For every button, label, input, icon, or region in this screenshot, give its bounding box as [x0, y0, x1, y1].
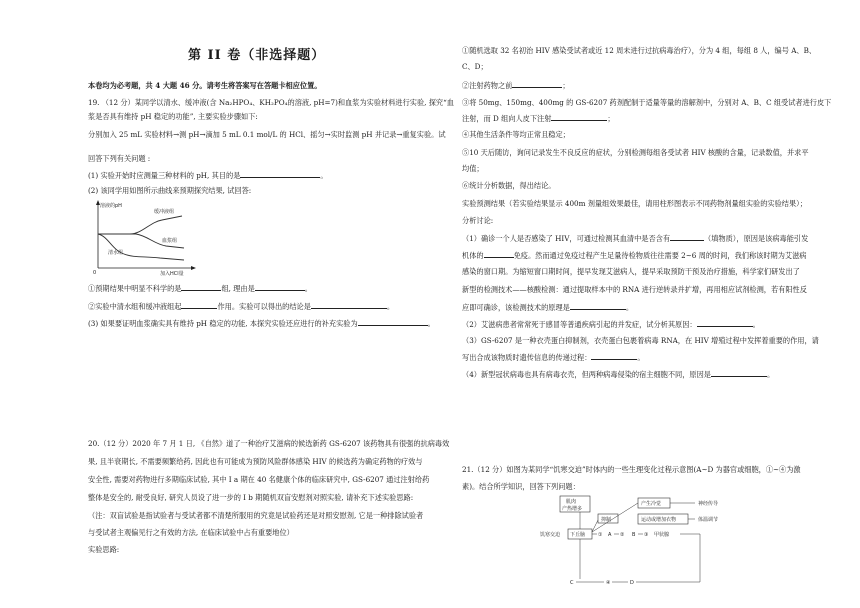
diagram-text-heat: 产热增多: [562, 506, 583, 512]
series-line-buffer: [98, 216, 182, 234]
q19-stem-2: 浆是否具有维持 pH 稳定的功能”, 主要实验步骤如下:: [88, 112, 258, 121]
diagram-node-1: ①: [598, 532, 603, 538]
q20-line-1: 20.（12 分）2020 年 7 月 1 日, 《自然》道了一种治疗艾滋病的候选新药 GS-6207 该药物具有很强的抗病毒效: [88, 439, 450, 448]
right-line-17: （2）艾滋病患者常常死于感冒等普通疾病引起的并发症，试分析其原因： 。: [462, 320, 760, 329]
right-line-2: C、D；: [462, 62, 488, 71]
diagram-text-nerve: 神经传导: [698, 501, 719, 507]
legend-buffer: 缓冲液组: [154, 209, 175, 215]
q19-sub3: (3) 如果要证明血浆确实具有维持 pH 稳定的功能, 本探究实验还应进行的补充实验为 。: [88, 319, 435, 328]
right-line-3-text: ②注射药物之前: [462, 81, 513, 90]
right-line-13-tail: 免疫。然而通过免疫过程产生足量待检物质往往需要 2~6 周的时间，我们称该时期为艾滋病: [513, 251, 807, 260]
diagram-text-hypothalamus: 下丘脑: [570, 532, 586, 538]
q19-stem-1: 19. （12 分）某同学以清水、缓冲液(含 Na₂HPO₄、KH₂PO₄的溶液, pH=7)和血浆为实验材料进行实验, 探究“血: [88, 98, 454, 107]
diagram-node-a: A: [608, 532, 612, 538]
answer-blank[interactable]: [551, 113, 607, 121]
right-line-18: （3）GS-6207 是一种衣壳蛋白抑制剂，衣壳蛋白包裹着病毒 RNA，在 HIV 增殖过程中发挥着重要的作用，请: [462, 336, 819, 345]
q19-sub2a: ①预期结果中明显不科学的是 组, 理由是 。: [88, 284, 312, 293]
q19-sub3-text: (3) 如果要证明血浆确实具有维持 pH 稳定的功能, 本探究实验还应进行的补充实验为: [88, 319, 358, 328]
y-axis-label: 溶液的pH: [100, 203, 122, 209]
q19-sub2: (2) 该同学用如图所示曲线来预期探究结果, 试回答:: [88, 186, 252, 195]
thermoregulation-diagram: [540, 494, 736, 592]
answer-blank[interactable]: [181, 283, 221, 291]
right-line-19: 写出合成该物质时遗传信息的传递过程： 。: [462, 353, 645, 362]
right-line-19-text: 写出合成该物质时遗传信息的传递过程：: [462, 353, 592, 362]
diagram-node-d: D: [630, 580, 634, 586]
diagram-text-thermo: 体温调节: [698, 517, 719, 523]
diagram-text-cold-sense: 产生冷觉: [641, 501, 662, 507]
q21-line-1: 21.（12 分）如图为某同学“饥寒交迫”时体内的一些生理变化过程示意图(A~D 为器官或细胞，①~④为激: [462, 465, 801, 474]
diagram-text-inhibit: 抑制: [601, 517, 612, 523]
right-line-8: 均值；: [462, 164, 484, 173]
q19-sub2b-mid: 作用。实验可以得出的结论是: [217, 302, 311, 311]
right-line-9: ⑥统计分析数据，得出结论。: [462, 181, 556, 190]
right-line-17-text: （2）艾滋病患者常常死于感冒等普通疾病引起的并发症，试分析其原因：: [462, 320, 697, 329]
right-line-11: 分析讨论:: [462, 216, 494, 225]
right-line-14: 感染的窗口期。为缩短窗口期时间，提早发现艾滋病人，提早采取预防干预及治疗措施，科学家们研发出了: [462, 267, 800, 276]
right-line-1: ①随机选取 32 名初治 HIV 感染受试者或近 12 周未进行过抗病毒治疗），分为 4 组，每组 8 人，编号 A、B、: [462, 46, 817, 55]
answer-blank[interactable]: [697, 319, 753, 327]
answer-blank[interactable]: [570, 302, 626, 310]
q20-line-5: （注：双盲试验是指试验者与受试者都不清楚所服用的究竟是试验药还是对照安慰剂, 它是一种排除试验者: [88, 511, 424, 520]
right-column: [462, 0, 837, 608]
right-line-16-text: 应即可确诊，该检测技术的原理是: [462, 303, 570, 312]
ph-curve-chart: [90, 198, 200, 276]
answer-blank[interactable]: [255, 283, 305, 291]
q20-line-3: 安全性, 需要对药物进行多期临床试验, 其中 Ⅰ a 期在 40 名健康个体的临床研究中, GS-6207 通过注射给药: [88, 475, 430, 484]
q19-sub2a-text: ①预期结果中明显不科学的是: [88, 284, 182, 293]
right-line-16: 应即可确诊，该检测技术的原理是 。: [462, 303, 634, 312]
right-line-3: ②注射药物之前 ；: [462, 81, 570, 90]
right-line-15: 新型的检测技术——核酸检测：通过提取样本中的 RNA 进行逆转录并扩增，再用相应试剂检测，若有阳性反: [462, 285, 807, 294]
q21-line-2: 素)。结合所学知识，回答下列问题：: [462, 482, 580, 491]
q19-sub2a-mid: 组, 理由是: [221, 284, 255, 293]
answer-blank[interactable]: [711, 369, 767, 377]
q20-line-6: 与受试者主观偏见行之有效的方法, 在临床试验中占有重要地位）: [88, 528, 294, 537]
diagram-node-b: B: [632, 532, 636, 538]
right-line-5-text: 注射，而 D 组向人皮下注射: [462, 114, 552, 123]
right-line-12: [462, 233, 808, 243]
q19-sub1: (1) 实验开始时应测量三种材料的 pH, 其目的是 。: [88, 171, 328, 180]
right-line-4: ③将 50mg、150mg、400mg 的 GS-6207 药剂配制于适量等量的溶解剂中，分别对 A、B、C 组受试者进行皮下: [462, 98, 832, 107]
x-axis-label: 加入HCl量: [160, 271, 184, 276]
right-line-20: （4）新型冠状病毒也具有病毒衣壳，但两种病毒侵染的宿主细胞不同，原因是 。: [462, 370, 775, 379]
legend-water: 清水组: [108, 250, 124, 256]
answer-blank[interactable]: [670, 233, 704, 241]
right-line-12-text: （1）确诊一个人是否感染了 HIV，可通过检测其血清中是否含有: [462, 234, 671, 243]
right-line-7: ⑤10 天后随访，询问记录发生不良反应的症状，分别检测每组各受试者 HIV 核酸的含量，记录数值，并求平: [462, 148, 809, 157]
q19-steps: 分别加入 25 mL 实验材料→测 pH→滴加 5 mL 0.1 mol/L 的 HCl、摇匀→实时监测 pH 并记录→重复实验。试: [88, 130, 446, 139]
answer-blank[interactable]: [358, 318, 428, 326]
right-line-20-text: （4）新型冠状病毒也具有病毒衣壳，但两种病毒侵染的宿主细胞不同，原因是: [462, 370, 711, 379]
right-line-12-tail: （填物质），原因是该病毒能引发: [704, 234, 809, 243]
q20-line-2: 果, 且半衰期长, 不需要频繁给药, 因此也有可能成为预防风险群体感染 HIV 的候选药为确定药物的疗效与: [88, 457, 423, 466]
right-line-10: 实验预测结果（若实验结果显示 400m 剂量组效果最佳，请用柱形图表示不同药物剂量组实验的实验结果）；: [462, 199, 807, 208]
instructions: 本卷均为必考题，共 4 大题 46 分。请考生将答案写在答题卡相应位置。: [88, 81, 322, 90]
answer-blank[interactable]: [512, 80, 562, 88]
q19-sub2b: ②实验中清水组和缓冲液组起 作用。实验可以得出的结论是 。: [88, 302, 395, 311]
diagram-node-2: ②: [620, 532, 625, 538]
right-line-6: ④其他生活条件等均正常且稳定；: [462, 130, 570, 139]
right-line-13-text: 机体的: [462, 251, 484, 260]
left-column: [88, 0, 483, 608]
q20-line-4: 整体是安全的, 耐受良好, 研究人员设了进一步的 Ⅰ b 期随机双盲安慰剂对照实验, 请补充下述实验思路:: [88, 493, 414, 502]
q19-sub1-text: (1) 实验开始时应测量三种材料的 pH, 其目的是: [88, 171, 241, 180]
answer-blank[interactable]: [484, 250, 514, 258]
right-line-13: [462, 250, 806, 260]
q20-line-7: 实验思路:: [88, 545, 120, 554]
answer-blank[interactable]: [181, 301, 217, 309]
diagram-text-cold: 饥寒交迫: [540, 532, 561, 538]
diagram-text-thyroid: 甲状腺: [654, 532, 670, 538]
answer-blank[interactable]: [311, 301, 387, 309]
section-title: 第 II 卷（非选择题）: [188, 48, 326, 63]
diagram-node-c: C: [570, 580, 574, 586]
answer-blank[interactable]: [240, 170, 320, 178]
diagram-node-3: ③: [644, 532, 649, 538]
q19-sub2b-text: ②实验中清水组和缓冲液组起: [88, 302, 182, 311]
answer-blank[interactable]: [591, 352, 637, 360]
legend-plasma: 血浆组: [162, 238, 178, 244]
origin-label: 0: [93, 270, 97, 276]
q19-prompt: 回答下列有关问题 :: [88, 154, 151, 163]
diagram-text-muscle: 肌肉: [566, 499, 577, 505]
x-arrow: [191, 266, 196, 270]
diagram-node-4: ④: [606, 580, 611, 586]
right-line-5: 注射，而 D 组向人皮下注射 ；: [462, 114, 615, 123]
diagram-text-motion: 运动或增加衣物: [641, 517, 677, 523]
